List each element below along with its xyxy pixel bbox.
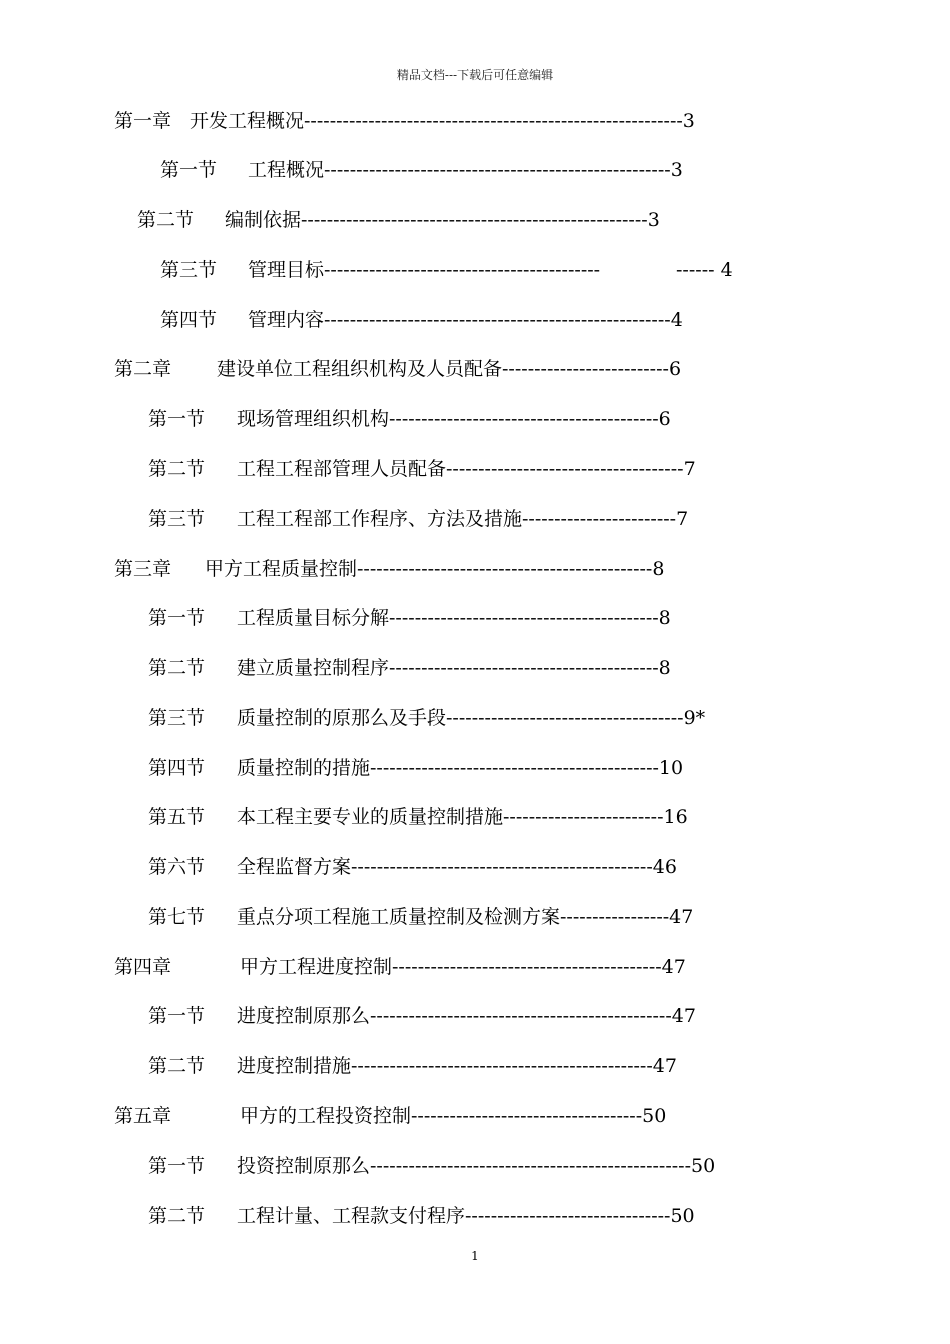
toc-page: 3 — [647, 209, 660, 231]
toc-leader: ------------------------------------------ — [389, 607, 659, 629]
toc-leader: ----------------------------------------------- — [351, 856, 653, 878]
toc-entry[interactable] — [148, 805, 688, 829]
toc-title: 投资控制原那么 — [237, 1155, 371, 1177]
toc-page: 50 — [670, 1205, 695, 1227]
toc-page: 16 — [663, 806, 688, 828]
toc-entry[interactable] — [148, 706, 705, 730]
toc-label: 第一节 — [160, 159, 218, 181]
toc-title: 质量控制的原那么及手段 — [237, 707, 447, 729]
toc-entry[interactable] — [148, 656, 671, 680]
toc-entry[interactable] — [114, 109, 695, 133]
toc-leader: ------------------------------------- — [446, 458, 684, 480]
toc-page: 47 — [661, 956, 686, 978]
toc-title: 质量控制的措施 — [237, 757, 371, 779]
toc-entry[interactable] — [148, 855, 677, 879]
toc-leader: ----------------------------------------------- — [351, 1055, 653, 1077]
toc-page: 7 — [676, 508, 689, 530]
toc-leader: ------------------------------------------------------ — [324, 309, 671, 331]
toc-entry[interactable] — [114, 557, 664, 581]
toc-label: 第四节 — [160, 309, 218, 331]
toc-label: 第三节 — [160, 259, 218, 281]
toc-leader: ----------------------------------------------- — [370, 1005, 672, 1027]
toc-page: 3 — [670, 159, 683, 181]
toc-label: 第一章 — [114, 110, 172, 132]
toc-entry[interactable] — [148, 1054, 677, 1078]
toc-entry[interactable] — [160, 258, 733, 282]
toc-title: 编制依据 — [225, 209, 302, 231]
toc-title: 开发工程概况 — [190, 110, 305, 132]
toc-label: 第一节 — [148, 1005, 206, 1027]
toc-label: 第三章 — [114, 558, 172, 580]
toc-label: 第四节 — [148, 757, 206, 779]
toc-leader: ------------------------------------------- — [324, 259, 601, 281]
toc-page: 3 — [682, 110, 695, 132]
toc-label: 第二节 — [148, 458, 206, 480]
toc-page: 47 — [671, 1005, 696, 1027]
toc-page: 8 — [658, 657, 671, 679]
toc-label: 第一节 — [148, 607, 206, 629]
toc-leader: ---------------------------------------------- — [357, 558, 653, 580]
toc-title: 甲方的工程投资控制 — [240, 1105, 412, 1127]
toc-page: ------ 4 — [676, 259, 733, 281]
toc-page: 4 — [670, 309, 683, 331]
toc-title: 工程质量目标分解 — [237, 607, 390, 629]
toc-title: 工程工程部管理人员配备 — [237, 458, 447, 480]
toc-leader: ------------------------------------ — [411, 1105, 643, 1127]
toc-page: 7 — [683, 458, 696, 480]
page-number: 1 — [471, 1249, 479, 1263]
toc-title: 本工程主要专业的质量控制措施 — [237, 806, 504, 828]
toc-entry[interactable] — [148, 606, 671, 630]
toc-entry[interactable] — [114, 955, 686, 979]
toc-title: 全程监督方案 — [237, 856, 352, 878]
toc-label: 第五节 — [148, 806, 206, 828]
toc-entry[interactable] — [148, 756, 683, 780]
toc-label: 第二章 — [114, 358, 172, 380]
toc-leader: ------------------------------------- — [446, 707, 684, 729]
toc-entry[interactable] — [148, 1154, 715, 1178]
toc-page: 46 — [652, 856, 677, 878]
toc-entry[interactable] — [148, 905, 693, 929]
toc-leader: -------------------------------------------------- — [370, 1155, 692, 1177]
toc-entry[interactable] — [160, 308, 683, 332]
toc-entry[interactable] — [160, 158, 683, 182]
toc-page: 6 — [658, 408, 671, 430]
toc-entry[interactable] — [114, 1104, 666, 1128]
toc-leader: ------------------------------------------ — [389, 408, 659, 430]
toc-title: 工程计量、工程款支付程序 — [237, 1205, 466, 1227]
toc-title: 现场管理组织机构 — [237, 408, 390, 430]
toc-entry[interactable] — [148, 507, 688, 531]
toc-entry[interactable] — [114, 357, 681, 381]
toc-leader: ------------------------------------------------------ — [324, 159, 671, 181]
toc-title: 甲方工程质量控制 — [205, 558, 358, 580]
toc-page: 50 — [691, 1155, 716, 1177]
toc-entry[interactable] — [148, 1004, 696, 1028]
toc-label: 第一节 — [148, 408, 206, 430]
toc-leader: ------------------------------------------ — [389, 657, 659, 679]
toc-entry[interactable] — [148, 407, 671, 431]
toc-leader: ----------------- — [560, 906, 670, 928]
toc-title: 管理内容 — [248, 309, 325, 331]
toc-page: 8 — [658, 607, 671, 629]
toc-leader: --------------------------------------------- — [370, 757, 659, 779]
toc-page: 6 — [668, 358, 682, 380]
toc-label: 第七节 — [148, 906, 206, 928]
toc-label: 第二节 — [148, 1055, 206, 1077]
toc-page: 8 — [652, 558, 665, 580]
toc-title: 工程概况 — [248, 159, 325, 181]
toc-label: 第四章 — [114, 956, 172, 978]
toc-label: 第二节 — [137, 209, 195, 231]
toc-label: 第二节 — [148, 1205, 206, 1227]
toc-page: 9* — [683, 707, 706, 729]
toc-page: 47 — [669, 906, 694, 928]
toc-entry[interactable] — [137, 208, 660, 232]
toc-title: 进度控制措施 — [237, 1055, 352, 1077]
toc-entry[interactable] — [148, 1204, 695, 1228]
toc-label: 第三节 — [148, 508, 206, 530]
toc-title: 重点分项工程施工质量控制及检测方案 — [237, 906, 561, 928]
toc-leader: ------------------------- — [503, 806, 664, 828]
toc-page: 50 — [642, 1105, 667, 1127]
toc-leader: -------------------------- — [502, 358, 669, 380]
toc-leader: ----------------------------------------------------------- — [304, 110, 683, 132]
toc-leader: -------------------------------- — [465, 1205, 671, 1227]
toc-title: 建设单位工程组织机构及人员配备 — [217, 358, 503, 380]
toc-label: 第一节 — [148, 1155, 206, 1177]
toc-label: 第三节 — [148, 707, 206, 729]
toc-leader: ------------------------------------------------------ — [301, 209, 648, 231]
toc-title: 进度控制原那么 — [237, 1005, 371, 1027]
toc-title: 管理目标 — [248, 259, 325, 281]
toc-title: 甲方工程进度控制 — [240, 956, 393, 978]
toc-title: 建立质量控制程序 — [237, 657, 390, 679]
toc-page: 47 — [652, 1055, 677, 1077]
toc-label: 第六节 — [148, 856, 206, 878]
page-header: 精品文档---下载后可任意编辑 — [396, 68, 554, 82]
toc-entry[interactable] — [148, 457, 696, 481]
toc-label: 第二节 — [148, 657, 206, 679]
toc-leader: ------------------------ — [522, 508, 677, 530]
toc-page: 10 — [658, 757, 684, 779]
toc-leader: ------------------------------------------ — [392, 956, 662, 978]
toc-label: 第五章 — [114, 1105, 172, 1127]
toc-title: 工程工程部工作程序、方法及措施 — [237, 508, 523, 530]
